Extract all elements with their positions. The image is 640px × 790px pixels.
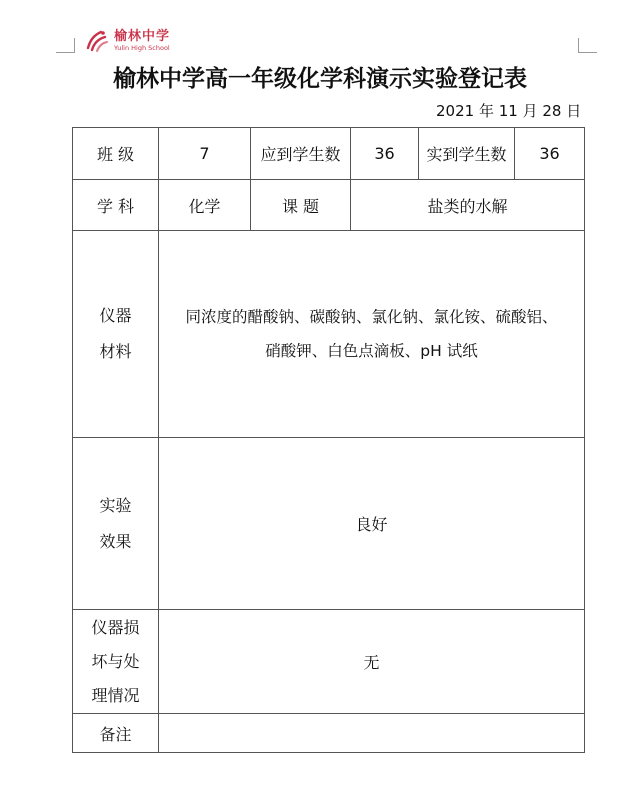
damage-label bbox=[73, 610, 159, 714]
class-value: 7 bbox=[159, 128, 251, 180]
remarks-value bbox=[159, 714, 585, 753]
logo-chinese-name: 榆林中学 bbox=[114, 29, 171, 45]
school-emblem-icon bbox=[84, 28, 110, 54]
table-row-remarks bbox=[73, 714, 585, 753]
crop-mark-top-right bbox=[578, 38, 597, 53]
logo-english-name: Yulin High School bbox=[114, 44, 170, 53]
subject-label: 学 科 bbox=[73, 180, 159, 231]
registration-form-table bbox=[72, 127, 585, 753]
crop-mark-top-left bbox=[56, 38, 75, 53]
damage-label-line3: 理情况 bbox=[91, 685, 140, 705]
subject-value: 化学 bbox=[159, 180, 251, 231]
effect-label-line1: 实验 bbox=[99, 495, 132, 515]
effect-label bbox=[73, 438, 159, 610]
materials-value-line2: 硝酸钾、白色点滴板、pH 试纸 bbox=[265, 342, 478, 360]
damage-label-line1: 仪器损 bbox=[91, 617, 140, 637]
document-title: 榆林中学高一年级化学科演示实验登记表 bbox=[113, 66, 527, 92]
table-row-subject bbox=[73, 180, 585, 231]
topic-value: 盐类的水解 bbox=[351, 180, 585, 231]
school-logo bbox=[84, 28, 170, 54]
actual-students-label: 实到学生数 bbox=[419, 128, 515, 180]
table-row-materials bbox=[73, 231, 585, 438]
materials-label-line2: 材料 bbox=[99, 342, 132, 361]
actual-students-value: 36 bbox=[515, 128, 585, 180]
table-row-class bbox=[73, 128, 585, 180]
materials-label-line1: 仪器 bbox=[99, 306, 132, 325]
topic-label: 课 题 bbox=[251, 180, 351, 231]
remarks-label: 备注 bbox=[73, 714, 159, 753]
effect-value: 良好 bbox=[159, 438, 585, 610]
table-row-damage bbox=[73, 610, 585, 714]
damage-value: 无 bbox=[159, 610, 585, 714]
materials-value bbox=[159, 231, 585, 438]
class-label: 班 级 bbox=[73, 128, 159, 180]
damage-label-line2: 坏与处 bbox=[91, 651, 140, 671]
effect-label-line2: 效果 bbox=[99, 531, 132, 551]
expected-students-label: 应到学生数 bbox=[251, 128, 351, 180]
document-date: 2021 年 11 月 28 日 bbox=[436, 102, 582, 120]
materials-value-line1: 同浓度的醋酸钠、碳酸钠、氯化钠、氯化铵、硫酸铝、 bbox=[185, 308, 558, 326]
table-row-effect bbox=[73, 438, 585, 610]
materials-label bbox=[73, 231, 159, 438]
expected-students-value: 36 bbox=[351, 128, 419, 180]
